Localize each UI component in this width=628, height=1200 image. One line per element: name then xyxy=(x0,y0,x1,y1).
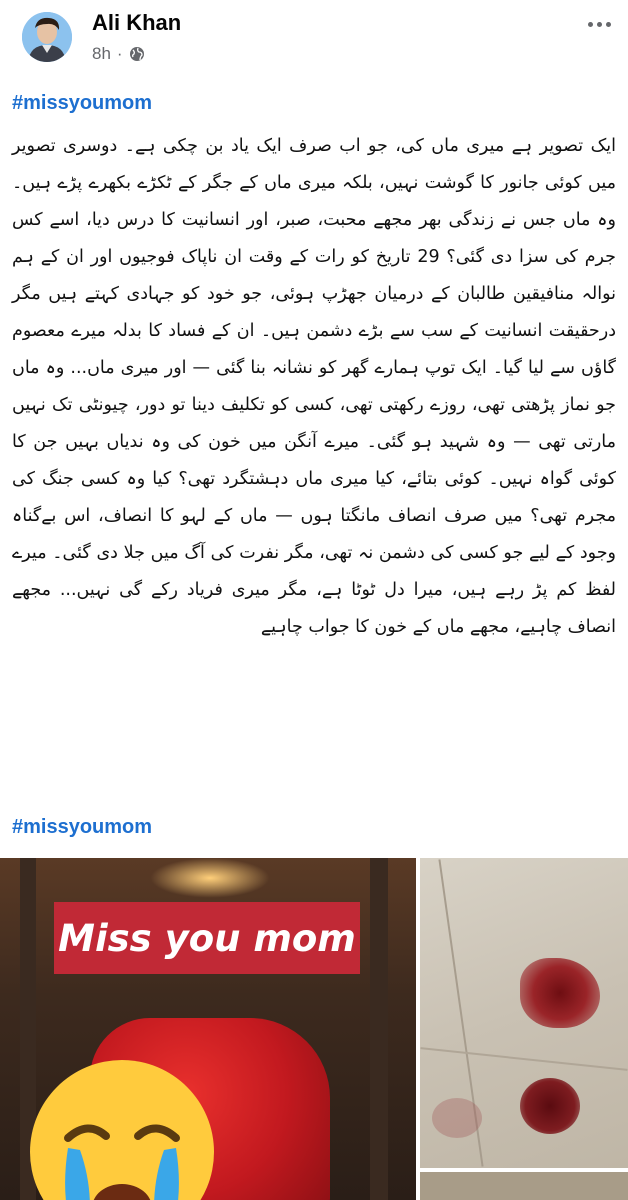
post-time[interactable]: 8h xyxy=(92,44,111,63)
photo-right-bottom[interactable] xyxy=(420,1172,628,1200)
globe-icon[interactable] xyxy=(129,46,145,62)
bed-post xyxy=(370,858,388,1200)
separator-dot: · xyxy=(116,44,123,63)
photo-left[interactable] xyxy=(0,858,416,1200)
photo-right-top[interactable] xyxy=(420,858,628,1168)
dot xyxy=(588,22,593,27)
more-options-icon[interactable] xyxy=(584,12,614,36)
stain xyxy=(520,958,600,1028)
light-glow xyxy=(150,858,270,898)
photo-caption: Miss you mom xyxy=(58,916,356,960)
post-header xyxy=(0,0,628,88)
post-images[interactable] xyxy=(0,858,628,1200)
post-body: ایک تصویر ہے میری ماں کی، جو اب صرف ایک یاد بن چکی ہے۔ دوسری تصویر میں کوئی جانور کا گوشت نہیں، بلکہ میری ماں کے جگر کے ٹکڑے بکھرے پڑے ہیں۔ وہ ماں جس نے زندگی بھر مجھے محبت، صبر، اور انسانیت کا درس دیا، اسے کس جرم کی سزا دی گئی؟ 29 تاریخ کو رات کے وقت ان ناپاک فوجیوں اور ان کے ہم نوالہ منافیقین طالبان کے درمیان جھڑپ ہوئی، جو خود کو جہادی کہتے ہیں مگر درحقیقت انسانیت کے سب سے بڑے دشمن ہیں۔ ان کے فساد کا بدلہ میرے معصوم گاؤں سے لیا گیا۔ ایک توپ ہمارے گھر کو نشانہ بنا گئی — اور میری ماں... وہ ماں جو نماز پڑھتی تھی، روزے رکھتی تھی، کسی کو تکلیف دینا تو دور، چیونٹی تک نہیں مارتی تھی — وہ شہید ہو گئی۔ میرے آنگن میں خون کی وہ ندیاں بہیں جن کا کوئی گواہ نہیں۔ کوئی بتائے، کیا میری ماں دہشتگرد تھی؟ کیا وہ کسی جنگ کی مجرم تھی؟ میں صرف انصاف مانگتا ہوں — ماں کے لہو کا انصاف، اس بےگناہ وجود کے لیے جو کسی کی دشمن نہ تھی، مگر نفرت کی آگ میں جلا دی گئی۔ میرے لفظ کم پڑ رہے ہیں، میرا دل ٹوٹا ہے، مگر میری فریاد رکے گی نہیں... مجھے انصاف چاہیے، مجھے ماں کے خون کا جواب چاہیے xyxy=(12,136,616,637)
post-meta xyxy=(92,44,145,64)
hashtag-bottom[interactable]: #missyoumom xyxy=(12,816,153,838)
dot xyxy=(597,22,602,27)
dot xyxy=(606,22,611,27)
hashtag-top[interactable]: #missyoumom xyxy=(12,92,153,114)
stain xyxy=(432,1098,482,1138)
stain xyxy=(520,1078,580,1134)
author-name[interactable]: Ali Khan xyxy=(92,10,182,35)
floor-crack xyxy=(420,1047,627,1071)
photo-caption-box xyxy=(54,902,360,974)
avatar[interactable] xyxy=(22,12,72,62)
crying-face-emoji xyxy=(28,1058,216,1200)
